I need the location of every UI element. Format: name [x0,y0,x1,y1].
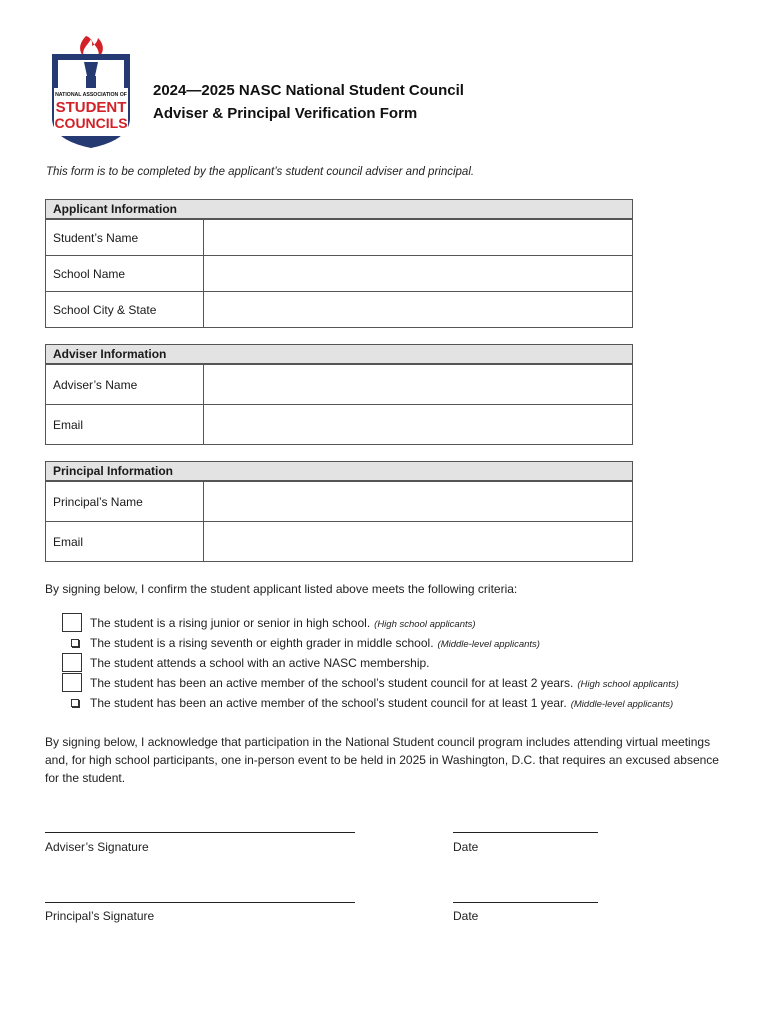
principal-signature-line[interactable] [45,902,355,903]
table-row [46,255,632,291]
criteria-list [61,613,679,713]
form-title [153,79,464,125]
criteria-note: (High school applicants) [374,619,476,630]
principal-signature-label: Principal’s Signature [45,909,155,923]
criteria-item [61,673,679,693]
criteria-item [61,653,679,673]
title-line-2: Adviser & Principal Verification Form [153,105,418,122]
principals-name-field[interactable] [204,482,632,521]
table-row [46,364,632,404]
adviser-email-label: Email [46,405,204,444]
criteria-text: The student is a rising seventh or eighth grader in middle school. [90,636,434,650]
principal-email-field[interactable] [204,522,632,561]
applicant-info-header: Applicant Information [46,200,632,219]
criteria-checkbox-2[interactable] [71,639,79,647]
criteria-text: The student has been an active member of the school’s student council for at least 2 years. [90,676,574,690]
principal-info-header: Principal Information [46,462,632,481]
criteria-text: The student has been an active member of the school’s student council for at least 1 year. [90,696,567,710]
table-row [46,521,632,561]
table-row [46,481,632,521]
adviser-date-line[interactable] [453,832,598,833]
svg-text:STUDENT: STUDENT [55,99,127,116]
adviser-email-field[interactable] [204,405,632,444]
principal-info-table [45,461,633,562]
intro-text: This form is to be completed by the applicant’s student council adviser and principal. [46,166,475,178]
advisers-name-field[interactable] [204,365,632,404]
table-row [46,404,632,444]
criteria-checkbox-1[interactable] [62,613,82,632]
criteria-checkbox-4[interactable] [62,673,82,692]
criteria-checkbox-5[interactable] [71,699,79,707]
criteria-note: (Middle-level applicants) [437,639,540,650]
advisers-name-label: Adviser’s Name [46,365,204,404]
svg-text:COUNCILS: COUNCILS [54,115,128,131]
table-row [46,291,632,327]
adviser-info-header: Adviser Information [46,345,632,364]
criteria-item [61,633,679,653]
students-name-field[interactable] [204,220,632,255]
principal-date-line[interactable] [453,902,598,903]
principal-email-label: Email [46,522,204,561]
school-city-state-field[interactable] [204,292,632,327]
applicant-info-table [45,199,633,328]
school-city-state-label: School City & State [46,292,204,327]
criteria-item [61,613,679,633]
principals-name-label: Principal’s Name [46,482,204,521]
school-name-label: School Name [46,256,204,291]
principal-date-label: Date [453,909,479,923]
criteria-item [61,693,679,713]
criteria-text: The student is a rising junior or senior in high school. [90,616,371,630]
adviser-info-table [45,344,633,445]
confirm-criteria-text: By signing below, I confirm the student applicant listed above meets the following criteria: [45,582,518,596]
criteria-note: (High school applicants) [577,679,679,690]
title-line-1: 2024—2025 NASC National Student Council [153,82,464,99]
nasc-logo [48,32,134,150]
criteria-note: (Middle-level applicants) [570,699,674,710]
svg-text:NATIONAL ASSOCIATION OF: NATIONAL ASSOCIATION OF [55,92,127,98]
acknowledgement-text: By signing below, I acknowledge that participation in the National Student council program includes attending virtual meetings and, for high school participants, one in-person event to be held in 2025 in Washington, D.C. that requires an excused absence for the student. [45,735,719,785]
students-name-label: Student’s Name [46,220,204,255]
criteria-text: The student attends a school with an active NASC membership. [90,656,430,670]
adviser-signature-line[interactable] [45,832,355,833]
school-name-field[interactable] [204,256,632,291]
adviser-date-label: Date [453,840,479,854]
adviser-signature-label: Adviser’s Signature [45,840,149,854]
criteria-checkbox-3[interactable] [62,653,82,672]
table-row [46,219,632,255]
